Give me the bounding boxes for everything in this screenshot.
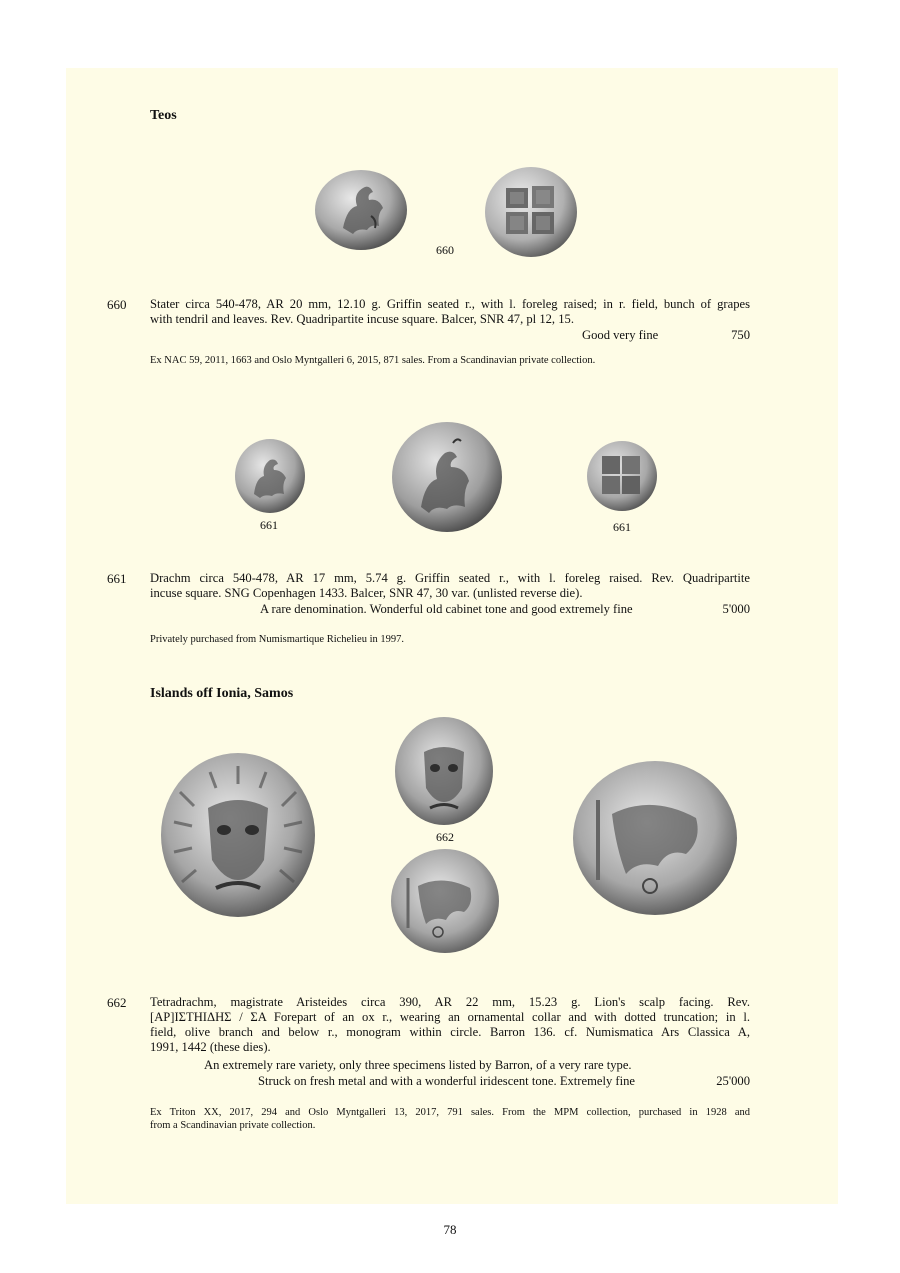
lot-660-estimate: 750 [731, 328, 750, 342]
coin-662-caption: 662 [436, 830, 454, 844]
coin-661-caption-right: 661 [613, 520, 631, 534]
lot-662-estimate: 25'000 [716, 1074, 750, 1088]
coin-661-reverse-image [586, 440, 658, 512]
lot-662-prov-line-2: from a Scandinavian private collection. [150, 1120, 316, 1131]
lot-662-description [150, 995, 750, 1055]
lot-662-provenance [150, 1106, 750, 1132]
lot-662-grade-note: An extremely rare variety, only three specimens listed by Barron, of a very rare type. [204, 1058, 632, 1072]
lot-660-desc-line-2: with tendril and leaves. Rev. Quadripartite incuse square. Balcer, SNR 47, pl 12, 15. [150, 312, 574, 326]
coin-660-reverse-image [484, 166, 579, 258]
page-number: 78 [443, 1222, 457, 1237]
coin-662-reverse-image [390, 848, 500, 954]
lot-660-provenance: Ex NAC 59, 2011, 1663 and Oslo Myntgalleri 6, 2015, 871 sales. From a Scandinavian private collection. [150, 355, 596, 366]
lot-662-grade: Struck on fresh metal and with a wonderful iridescent tone. Extremely fine [258, 1074, 635, 1088]
lot-662-desc-line-2: [ΑΡ]ΙΣΤΗΙΔΗΣ / ΣΑ Forepart of an ox r., wearing an ornamental collar and with dotted truncation; in l. [150, 1010, 750, 1024]
lot-number-660: 660 [107, 297, 127, 312]
lot-number-662: 662 [107, 995, 127, 1010]
coin-660-obverse-image [313, 168, 409, 252]
section-heading-teos: Teos [150, 108, 177, 123]
section-heading-samos: Islands off Ionia, Samos [150, 686, 294, 701]
coin-662-obverse-image [394, 716, 494, 826]
lot-661-desc-line-2: incuse square. SNG Copenhagen 1433. Balcer, SNR 47, 30 var. (unlisted reverse die). [150, 586, 583, 600]
lot-662-desc-line-1: Tetradrachm, magistrate Aristeides circa 390, AR 22 mm, 15.23 g. Lion's scalp facing. Rev. [150, 995, 750, 1009]
lot-660-description [150, 297, 750, 327]
lot-660-desc-line-1: Stater circa 540-478, AR 20 mm, 12.10 g. Griffin seated r., with l. foreleg raised; in r. field, bunch of grapes [150, 297, 750, 311]
coin-661-enlarged-obverse-image [391, 421, 503, 533]
coin-662-enlarged-obverse-image [160, 752, 316, 918]
lot-660-grade: Good very fine [582, 328, 659, 342]
lot-661-description [150, 571, 750, 601]
lot-662-desc-line-3: field, olive branch and below r., monogram within circle. Barron 136. cf. Numismatica Ars Classica A, [150, 1025, 750, 1039]
lot-661-estimate: 5'000 [722, 602, 750, 616]
lot-661-provenance: Privately purchased from Numismartique Richelieu in 1997. [150, 634, 404, 645]
coin-661-obverse-image [234, 438, 306, 514]
coin-660-caption: 660 [436, 243, 454, 257]
coin-661-caption-left: 661 [260, 518, 278, 532]
lot-662-desc-line-4: 1991, 1442 (these dies). [150, 1040, 271, 1054]
lot-number-661: 661 [107, 571, 127, 586]
coin-662-enlarged-reverse-image [572, 760, 738, 916]
lot-661-desc-line-1: Drachm circa 540-478, AR 17 mm, 5.74 g. Griffin seated r., with l. foreleg raised. Rev. Quadripartite [150, 571, 750, 585]
lot-662-prov-line-1: Ex Triton XX, 2017, 294 and Oslo Myntgalleri 13, 2017, 791 sales. From the MPM collection, purchased in 1928 and [150, 1107, 750, 1118]
lot-661-grade: A rare denomination. Wonderful old cabinet tone and good extremely fine [260, 602, 633, 616]
